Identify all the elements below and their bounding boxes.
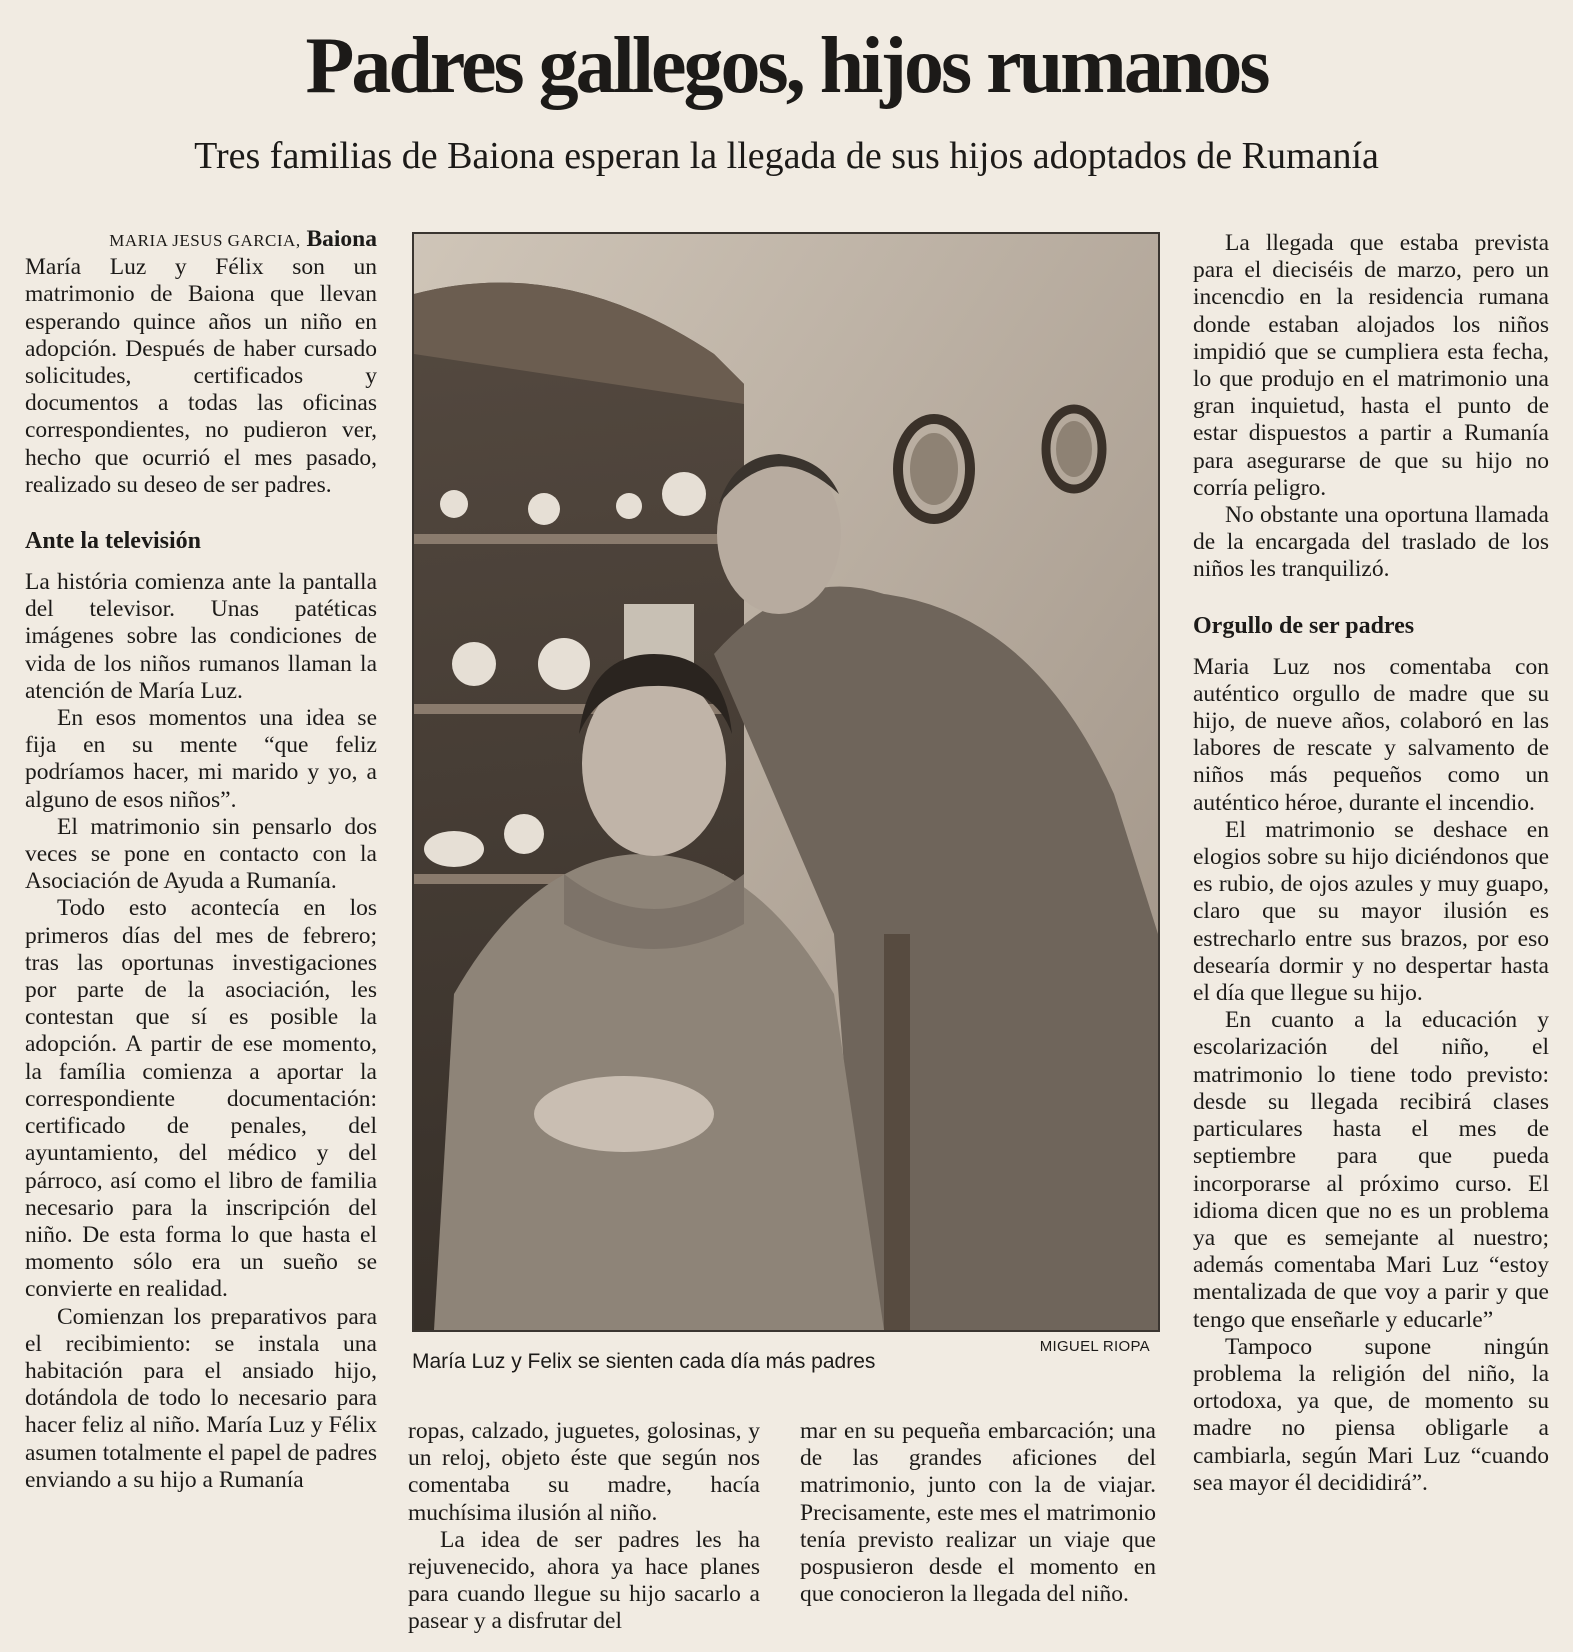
photo-caption: María Luz y Felix se sienten cada día más padres bbox=[412, 1350, 876, 1373]
paragraph: ropas, calzado, juguetes, golosinas, y un reloj, objeto éste que según nos comentaba su madre, hacía muchísima ilusión al niño. bbox=[408, 1418, 760, 1526]
article-column-1 bbox=[25, 226, 377, 1494]
paragraph: Maria Luz nos comentaba con auténtico orgullo de madre que su hijo, de nueve años, colaboró en las labores de rescate y salvamento de niños más pequeños como un auténtico héroe, durante el incendio. bbox=[1193, 653, 1549, 816]
paragraph: En esos momentos una idea se fija en su mente “que feliz podríamos hacer, mi marido y yo, a alguno de esos niños”. bbox=[25, 705, 377, 813]
article-column-4 bbox=[1193, 230, 1549, 1497]
paragraph: mar en su pequeña embarcación; una de las grandes aficiones del matrimonio, junto con la de viajar. Precisamente, este mes el matrimonio tenía previsto realizar un viaje que pospusieron desde el momento en que conocieron la llegada del niño. bbox=[800, 1418, 1156, 1608]
byline-place: Baiona bbox=[306, 226, 377, 252]
section-heading: Orgullo de ser padres bbox=[1193, 612, 1415, 639]
paragraph: Todo esto acontecía en los primeros días del mes de febrero; tras las oportunas investigaciones por parte de la asociación, les contestan que sí es posible la adopción. A partir de ese momento, la família comienza a aportar la correspondiente documentación: certificado de penales, del ayuntamiento, del médico y del párroco, así como el libro de familia necesario para la inscripción del niño. De esta forma lo que hasta el momento sólo era un sueño se convierte en realidad. bbox=[25, 895, 377, 1303]
paragraph: El matrimonio se deshace en elogios sobre su hijo diciéndonos que es rubio, de ojos azules y muy guapo, claro que su mayor ilusión es estrecharlo entre sus brazos, por eso desearía dormir y no despertar hasta el día que llegue su hijo. bbox=[1193, 816, 1549, 1007]
byline-author: MARIA JESUS GARCIA, bbox=[109, 231, 301, 250]
article-photo bbox=[412, 232, 1160, 1332]
subheadline: Tres familias de Baiona esperan la llegada de sus hijos adoptados de Rumanía bbox=[194, 135, 1379, 177]
article-column-2 bbox=[408, 1418, 760, 1636]
paragraph: María Luz y Félix son un matrimonio de Baiona que llevan esperando quince años un niño en adopción. Después de haber cursado solicitudes, certificados y documentos a todas las oficinas correspondientes, no pudieron ver, hecho que ocurrió el mes pasado, realizado su deseo de ser padres. bbox=[25, 254, 377, 498]
couple-photo-illustration bbox=[414, 234, 1158, 1330]
article-column-3 bbox=[800, 1418, 1156, 1608]
byline bbox=[25, 226, 377, 254]
paragraph: El matrimonio sin pensarlo dos veces se pone en contacto con la Asociación de Ayuda a Rumanía. bbox=[25, 813, 377, 895]
paragraph: En cuanto a la educación y escolarización del niño, el matrimonio lo tiene todo previsto: desde su llegada recibirá clases particulares hasta el mes de septiembre para que pueda incorporarse al próximo curso. El idioma dicen que no es un problema ya que es semejante al nuestro; además comentaba Mari Luz “estoy mentalizada de que voy a parir y que tengo que enseñarle y educarle” bbox=[1193, 1007, 1549, 1333]
paragraph: La llegada que estaba prevista para el dieciséis de marzo, pero un incencdio en la residencia rumana donde estaban alojados los niños impidió que se cumpliera esta fecha, lo que produjo en el matrimonio una gran inquietud, hasta el punto de estar dispuestos a partir a Rumanía para asegurarse de que su hijo no corría peligro. bbox=[1193, 230, 1549, 501]
headline: Padres gallegos, hijos rumanos bbox=[305, 22, 1268, 110]
paragraph: La idea de ser padres les ha rejuvenecido, ahora ya hace planes para cuando llegue su hijo sacarlo a pasear y a disfrutar del bbox=[408, 1526, 760, 1635]
section-heading: Ante la televisión bbox=[25, 528, 201, 555]
paragraph: La história comienza ante la pantalla del televisor. Unas patéticas imágenes sobre las condiciones de vida de los niños rumanos llaman la atención de María Luz. bbox=[25, 569, 377, 704]
paragraph: No obstante una oportuna llamada de la encargada del traslado de los niños les tranquilizó. bbox=[1193, 502, 1549, 583]
paragraph: Comienzan los preparativos para el recibimiento: se instala una habitación para el ansiado hijo, dotándola de todo lo necesario para hacer feliz al niño. María Luz y Félix asumen totalmente el papel de padres enviando a su hijo a Rumanía bbox=[25, 1303, 377, 1493]
photo-credit: MIGUEL RIOPA bbox=[1039, 1338, 1150, 1355]
paragraph: Tampoco supone ningún problema la religión del niño, la ortodoxa, ya que, de momento su madre no piensa obligarle a cambiarla, según Mari Luz “cuando sea mayor él decididirá”. bbox=[1193, 1333, 1549, 1496]
